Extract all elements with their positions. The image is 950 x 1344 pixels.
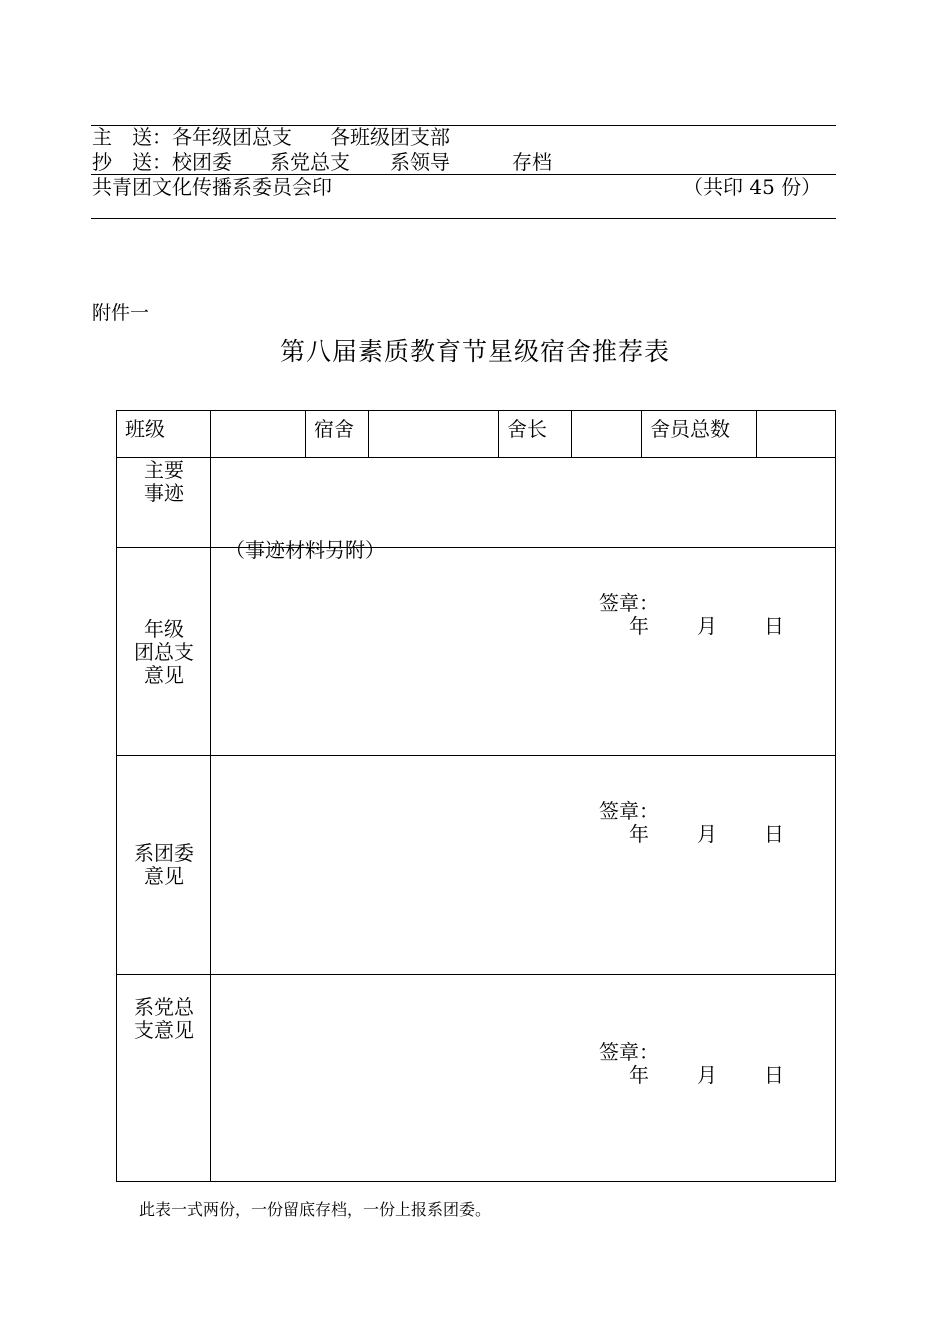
members-label: 舍员总数 — [650, 417, 730, 441]
members-label-cell — [642, 411, 757, 458]
page-title: 第八届素质教育节星级宿舍推荐表 — [279, 337, 670, 366]
attachment-label: 附件一 — [92, 302, 150, 324]
date-month-label: 月 — [697, 1063, 717, 1087]
leader-label-cell — [499, 411, 572, 458]
date-day-label: 日 — [764, 614, 784, 638]
dorm-label: 宿舍 — [314, 417, 354, 441]
party-opinion-label: 系党总 支意见 — [134, 995, 194, 1042]
signature-label: 签章： — [599, 799, 659, 823]
recommendation-form — [116, 410, 836, 1182]
signature-label: 签章： — [599, 591, 659, 615]
members-field[interactable] — [757, 411, 836, 458]
date-year-label: 年 — [629, 1063, 649, 1087]
issuer-text: 共青团文化传播系委员会印 — [92, 175, 332, 199]
copy-send-recipient: 校团委 — [172, 150, 232, 174]
grade-opinion-field[interactable] — [211, 548, 836, 756]
class-label: 班级 — [125, 417, 165, 441]
class-label-cell — [117, 411, 211, 458]
main-send-recipient: 各班级团支部 — [330, 125, 450, 149]
league-opinion-label-cell — [117, 756, 211, 975]
deeds-label: 主要 事迹 — [144, 458, 184, 505]
grade-opinion-label-cell — [117, 548, 211, 756]
deeds-field[interactable] — [211, 458, 836, 562]
main-send-line — [92, 126, 450, 148]
footer-note: 此表一式两份，一份留底存档，一份上报系团委。 — [139, 1200, 492, 1219]
copy-send-label: 抄 送： — [92, 150, 172, 174]
date-day-label: 日 — [764, 822, 784, 846]
league-opinion-label: 系团委 意见 — [134, 841, 194, 888]
leader-field[interactable] — [572, 411, 642, 458]
bottom-rule — [91, 218, 836, 219]
deeds-label-cell — [117, 458, 211, 548]
copies-count: （共印 45 份） — [683, 175, 822, 199]
copy-send-recipient: 系党总支 — [270, 150, 350, 174]
main-send-label: 主 送： — [92, 125, 172, 149]
copy-send-recipient: 系领导 — [390, 150, 450, 174]
date-day-label: 日 — [764, 1063, 784, 1087]
main-send-recipient: 各年级团总支 — [172, 125, 292, 149]
grade-opinion-label: 年级 团总支 意见 — [134, 617, 194, 687]
date-year-label: 年 — [629, 822, 649, 846]
date-year-label: 年 — [629, 614, 649, 638]
party-opinion-label-cell — [117, 975, 211, 1182]
league-opinion-field[interactable] — [211, 756, 836, 975]
dorm-label-cell — [306, 411, 369, 458]
dorm-field[interactable] — [369, 411, 499, 458]
date-month-label: 月 — [697, 614, 717, 638]
leader-label: 舍长 — [507, 417, 547, 441]
class-field[interactable] — [211, 411, 306, 458]
signature-label: 签章： — [599, 1040, 659, 1064]
date-month-label: 月 — [697, 822, 717, 846]
deeds-note: （事迹材料另附） — [225, 538, 385, 562]
party-opinion-field[interactable] — [211, 975, 836, 1182]
copy-send-line — [92, 151, 552, 173]
copy-send-recipient: 存档 — [512, 150, 552, 174]
